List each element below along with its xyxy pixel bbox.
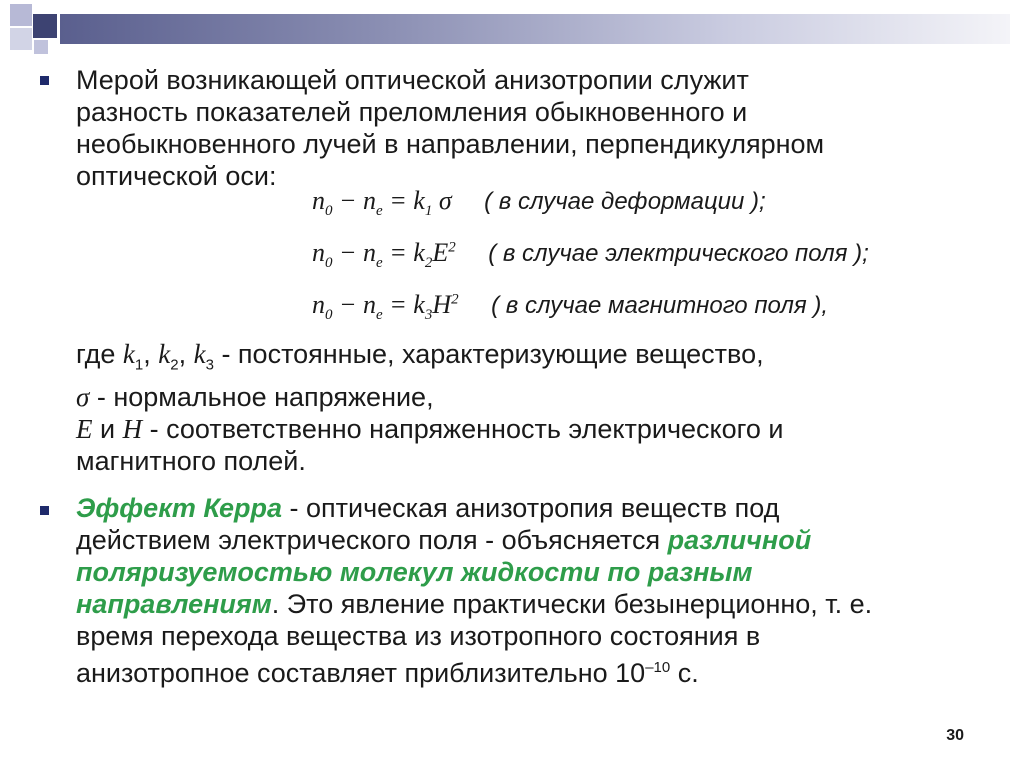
page-number: 30 (946, 727, 964, 744)
text-line: σ - нормальное напряжение, (76, 382, 434, 413)
text-line: действием электрического поля - объясняется различной (76, 525, 812, 555)
text-line: направлениям. Это явление практически безынерционно, т. е. (76, 589, 873, 619)
text-line: магнитного полей. (76, 446, 306, 477)
kerr-effect-term: Эффект Керра (76, 493, 282, 523)
formula-deformation: $n_0 - n_e = k_1$ σ ( в случае деформации ); (312, 186, 766, 220)
decor-square (10, 28, 32, 50)
text-line: оптической оси: (76, 161, 277, 191)
text-line: разность показателей преломления обыкновенного и (76, 97, 748, 127)
bullet-marker (40, 76, 49, 85)
paragraph-kerr-effect (76, 492, 872, 689)
formula-magnetic: $n_0 - n_e = k_3H^2$ ( в случае магнитного поля ), (312, 290, 829, 324)
text-line: где $k_1$, $k_2$, $k_3$ - постоянные, характеризующие вещество, (76, 339, 764, 374)
formula-electric: $n_0 - n_e = k_2E^2$ ( в случае электрического поля ); (312, 238, 869, 272)
text-line: время перехода вещества из изотропного состояния в (76, 621, 761, 651)
decor-square (34, 40, 48, 54)
paragraph-anisotropy (76, 64, 824, 192)
text-line: анизотропное составляет приблизительно $10^{-10}$ с. (76, 658, 699, 688)
text-line: поляризуемостью молекул жидкости по разным (76, 557, 753, 587)
text-line: E и H - соответственно напряженность электрического и (76, 414, 784, 445)
definitions (76, 338, 784, 477)
text-line: Мерой возникающей оптической анизотропии служит (76, 65, 749, 95)
text-line: необыкновенного лучей в направлении, перпендикулярном (76, 129, 825, 159)
decor-square (33, 14, 57, 38)
text-line: Эффект Керра - оптическая анизотропия веществ под (76, 493, 780, 523)
decor-square (10, 4, 32, 26)
bullet-marker (40, 506, 49, 515)
header-bar (60, 14, 1010, 44)
